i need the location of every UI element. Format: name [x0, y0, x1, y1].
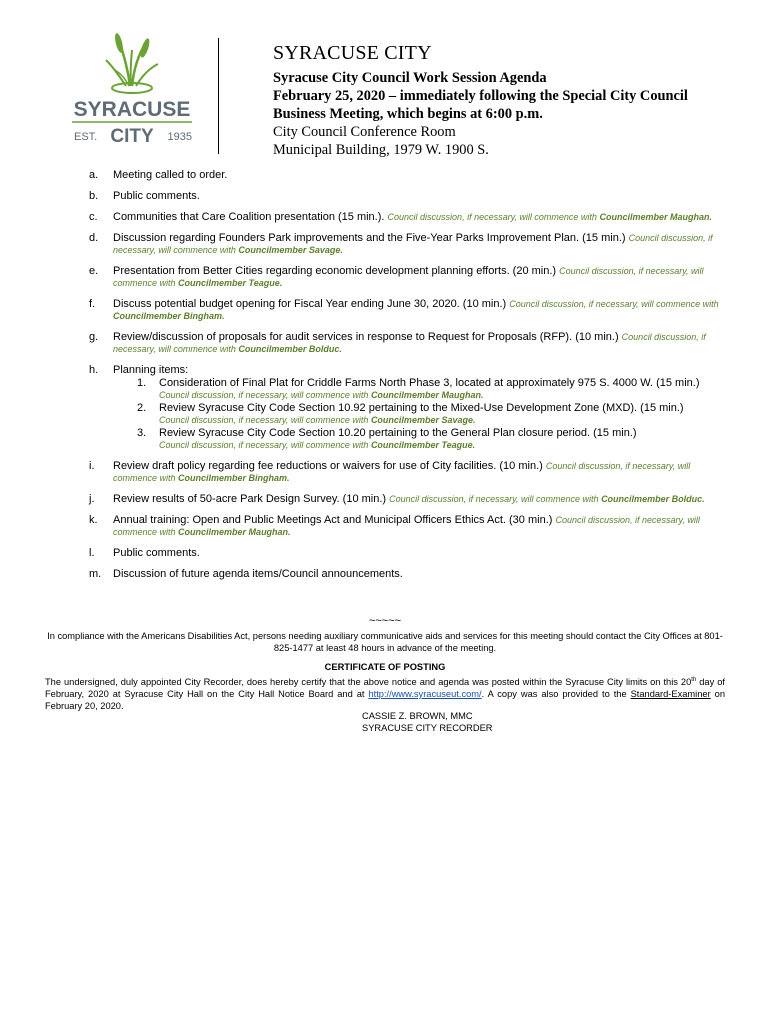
agenda-item	[89, 169, 729, 181]
council-note: Council discussion, if necessary, will commence with Councilmember Maughan.	[159, 390, 484, 400]
agenda-item-letter: d.	[89, 232, 99, 244]
planning-subitem	[113, 402, 729, 426]
agenda-item	[89, 298, 729, 322]
agenda-item-letter: h.	[89, 364, 99, 376]
meeting-room: City Council Conference Room	[273, 124, 456, 140]
agenda-item-text: Planning items:	[113, 364, 189, 376]
council-note: Council discussion, if necessary, will commence with Councilmember Bolduc.	[113, 332, 706, 354]
logo-year: 1935	[167, 131, 192, 143]
city-name: SYRACUSE CITY	[273, 42, 432, 64]
agenda-item-letter: e.	[89, 265, 99, 277]
agenda-item-letter: l.	[89, 547, 95, 559]
agenda-item-letter: m.	[89, 568, 102, 580]
planning-subitem	[113, 427, 729, 451]
syracuse-city-logo	[68, 30, 196, 148]
agenda-item-text: Discussion of future agenda items/Council announcements.	[113, 568, 403, 580]
council-note: Council discussion, if necessary, will commence with Councilmember Savage.	[159, 415, 476, 425]
agenda-item-text: Public comments.	[113, 547, 200, 559]
council-note: Council discussion, if necessary, will commence with Councilmember Teague.	[113, 266, 704, 288]
signer-name: CASSIE Z. BROWN, MMC	[362, 711, 473, 721]
certificate-title: CERTIFICATE OF POSTING	[324, 662, 446, 672]
agenda-item-text: Meeting called to order.	[113, 169, 228, 181]
agenda-item-letter: a.	[89, 169, 99, 181]
council-note: Council discussion, if necessary, will commence with Councilmember Bolduc.	[389, 494, 705, 504]
agenda-item-letter: f.	[89, 298, 96, 310]
agenda-list	[89, 169, 729, 589]
agenda-item	[89, 232, 729, 256]
city-website-link[interactable]: http://www.syracuseut.com/	[368, 689, 482, 700]
subitem-number: 3.	[137, 427, 147, 439]
certificate-text: The undersigned, duly appointed City Recorder, does hereby certify that the above notice and agenda was posted within the Syracuse City limits on this 20th day of February, 2020 at Syracuse City Hall on the City Hall Notice Board and at http://www.syracuseut.com/. A copy was also provided to the Standard-Examiner on February 20, 2020.	[45, 677, 725, 712]
signer-title: SYRACUSE CITY RECORDER	[362, 723, 493, 733]
agenda-title: Syracuse City Council Work Session Agenda	[273, 70, 547, 86]
agenda-item-text: Discussion regarding Founders Park improvements and the Five-Year Parks Improvement Plan. (15 min.)	[113, 232, 626, 244]
agenda-item	[89, 514, 729, 538]
agenda-date-cont: Business Meeting, which begins at 6:00 p.m.	[273, 106, 543, 122]
separator-tildes: ~~~~~	[368, 615, 402, 627]
newspaper-name: Standard-Examiner	[630, 689, 711, 700]
subitem-text: Review Syracuse City Code Section 10.92 pertaining to the Mixed-Use Development Zone (MXD). (15 min.)	[159, 402, 684, 414]
agenda-item-text: Review draft policy regarding fee reductions or waivers for use of City facilities. (10 min.)	[113, 460, 543, 472]
agenda-item	[89, 265, 729, 289]
agenda-item-text: Annual training: Open and Public Meetings Act and Municipal Officers Ethics Act. (30 min.)	[113, 514, 553, 526]
subitem-number: 2.	[137, 402, 147, 414]
agenda-item	[89, 460, 729, 484]
ada-notice: In compliance with the Americans Disabilities Act, persons needing auxiliary communicative aids and services for this meeting should contact the City Offices at 801-825-1477 at least 48 hours in advance of the meeting.	[47, 631, 723, 653]
agenda-item-text: Review/discussion of proposals for audit services in response to Request for Proposals (RFP). (10 min.)	[113, 331, 619, 343]
agenda-item-letter: i.	[89, 460, 95, 472]
subitem-text: Review Syracuse City Code Section 10.20 pertaining to the General Plan closure period. (15 min.)	[159, 427, 637, 439]
signature-block	[362, 710, 493, 734]
header-divider	[218, 38, 219, 154]
agenda-item-text: Communities that Care Coalition presentation (15 min.).	[113, 211, 385, 223]
council-note: Council discussion, if necessary, will commence with Councilmember Savage.	[113, 233, 713, 255]
agenda-item-text: Public comments.	[113, 190, 200, 202]
agenda-item	[89, 331, 729, 355]
logo-est: EST.	[74, 131, 98, 143]
agenda-item	[89, 493, 729, 505]
agenda-item-letter: k.	[89, 514, 98, 526]
agenda-item	[89, 568, 729, 580]
agenda-header	[273, 42, 743, 159]
subitem-text: Consideration of Final Plat for Criddle Farms North Phase 3, located at approximately 975 S. 4000 W. (15 min.)	[159, 377, 700, 389]
council-note: Council discussion, if necessary, will commence with Councilmember Teague.	[159, 440, 476, 450]
agenda-item-letter: b.	[89, 190, 99, 202]
logo-city: CITY	[110, 126, 154, 147]
council-note: Council discussion, if necessary, will commence with Councilmember Maughan.	[113, 515, 700, 537]
planning-subitem	[113, 377, 729, 401]
agenda-date: February 25, 2020 – immediately following the Special City Council	[273, 88, 688, 104]
agenda-item-letter: j.	[89, 493, 95, 505]
agenda-item-letter: g.	[89, 331, 99, 343]
council-note: Council discussion, if necessary, will commence with Councilmember Maughan.	[387, 212, 712, 222]
agenda-item	[89, 547, 729, 559]
agenda-item	[89, 190, 729, 202]
meeting-address: Municipal Building, 1979 W. 1900 S.	[273, 142, 489, 158]
agenda-item-text: Discuss potential budget opening for Fiscal Year ending June 30, 2020. (10 min.)	[113, 298, 507, 310]
agenda-item-text: Review results of 50-acre Park Design Survey. (10 min.)	[113, 493, 387, 505]
agenda-item	[89, 211, 729, 223]
council-note: Council discussion, if necessary, will commence with Councilmember Bingham.	[113, 299, 719, 321]
agenda-item-text: Presentation from Better Cities regarding economic development planning efforts. (20 min.)	[113, 265, 557, 277]
council-note: Council discussion, if necessary, will commence with Councilmember Bingham.	[113, 461, 691, 483]
cattail-icon	[68, 30, 196, 148]
subitem-number: 1.	[137, 377, 147, 389]
agenda-item-letter: c.	[89, 211, 98, 223]
logo-wordmark: SYRACUSE	[73, 98, 191, 121]
agenda-item	[89, 364, 729, 451]
